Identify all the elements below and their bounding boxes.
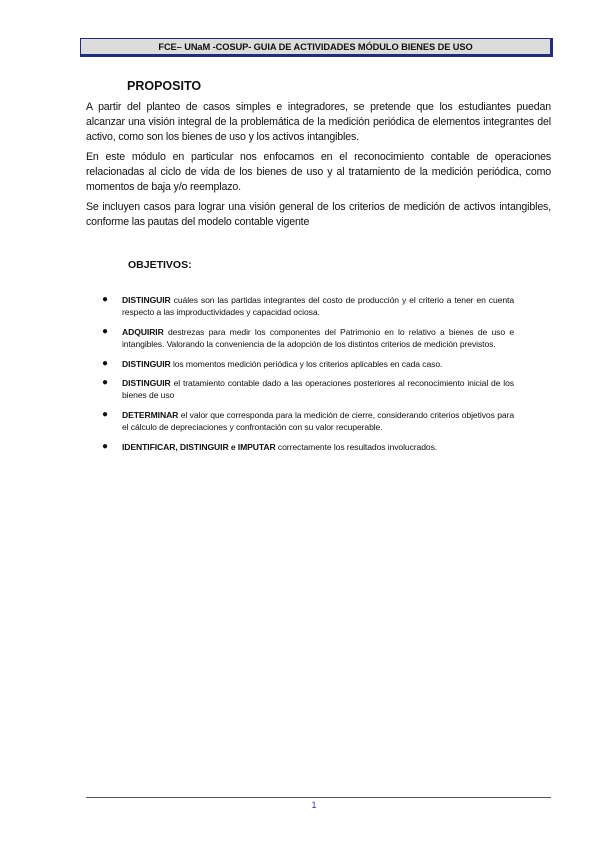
objetivos-list [100, 294, 514, 460]
objetivo-keyword: DISTINGUIR [122, 378, 171, 389]
document-header [80, 38, 553, 57]
objetivo-keyword: IDENTIFICAR, DISTINGUIR e IMPUTAR [122, 441, 276, 452]
proposito-paragraph-2: En este módulo en particular nos enfocamos en el reconocimiento contable de operaciones relacionadas al ciclo de vida de los bienes de uso y al tratamiento de la medición periódica, como momentos de baja y/o reemplazo. [86, 151, 551, 193]
objetivo-text: destrezas para medir los componentes del Patrimonio en lo relativo a bienes de uso e intangibles. Valorando la conveniencia de la adopción de los distintos criterios de medición previstos. [122, 326, 514, 350]
objetivo-item [100, 326, 514, 351]
page-number: 1 [311, 800, 317, 810]
bullet-icon: ● [102, 357, 108, 369]
objetivo-text: el valor que corresponda para la medición de cierre, considerando criterios objetivos para el cálculo de depreciaciones y confrontación con su valor recuperable. [122, 409, 514, 433]
bullet-icon: ● [102, 325, 108, 337]
bullet-icon: ● [102, 408, 108, 420]
objetivo-item [100, 441, 514, 453]
objetivo-text: los momentos medición periódica y los criterios aplicables en cada caso. [170, 358, 443, 369]
footer-divider [86, 797, 551, 798]
proposito-paragraph-1: A partir del planteo de casos simples e integradores, se pretende que los estudiantes puedan alcanzar una visión integral de la problemática de la medición periódica de elementos integrantes del activo, como son los bienes de uso y los activos intangibles. [86, 101, 551, 143]
objetivo-text: cuáles son las partidas integrantes del costo de producción y el criterio a tener en cuenta respecto a las improductividades y capacidad ociosa. [122, 295, 514, 318]
bullet-icon: ● [102, 294, 108, 305]
objetivo-item [100, 358, 514, 370]
objetivo-text: el tratamiento contable dado a las operaciones posteriores al reconocimiento inicial de los bienes de uso [122, 378, 514, 401]
objetivo-keyword: DISTINGUIR [122, 358, 171, 369]
objetivo-keyword: DETERMINAR [122, 409, 179, 420]
bullet-icon: ● [102, 440, 108, 452]
objetivo-keyword: ADQUIRIR [122, 326, 164, 337]
objetivo-item [100, 294, 514, 319]
proposito-heading: PROPOSITO [127, 79, 202, 93]
proposito-paragraph-3: Se incluyen casos para lograr una visión general de los criterios de medición de activos intangibles, conforme las pautas del modelo contable vigente [86, 201, 551, 228]
objetivo-keyword: DISTINGUIR [122, 295, 171, 305]
header-title: FCE– UNaM -COSUP- GUIA DE ACTIVIDADES MÓDULO BIENES DE USO [158, 41, 473, 52]
objetivo-text: correctamente los resultados involucrados. [275, 441, 438, 452]
objetivos-heading: OBJETIVOS: [128, 259, 192, 271]
objetivo-item [100, 409, 514, 434]
objetivo-item [100, 377, 514, 402]
bullet-icon: ● [102, 377, 108, 389]
